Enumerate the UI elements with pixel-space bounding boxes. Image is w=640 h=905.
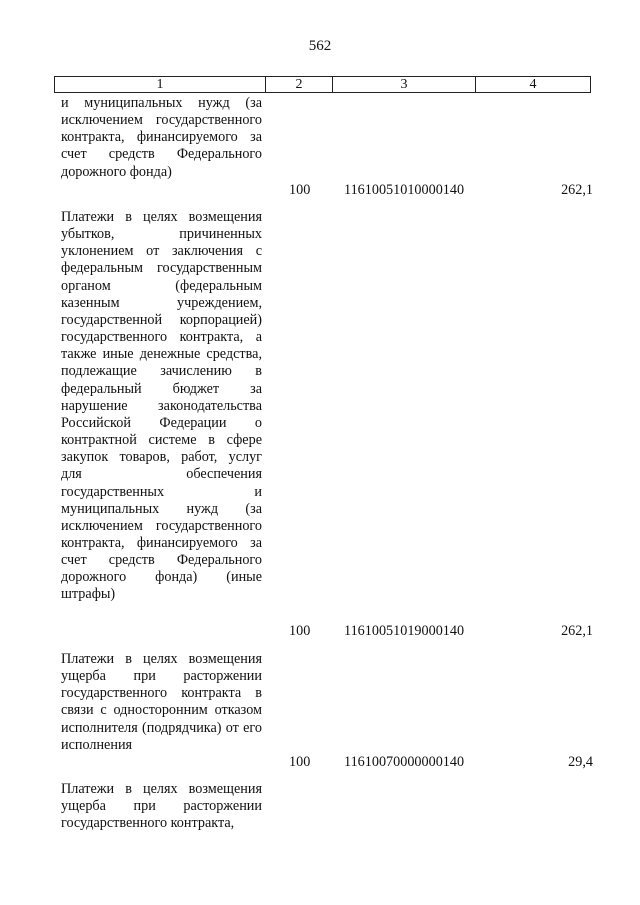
row-3-amount: 29,4	[568, 754, 593, 770]
row-1-amount: 262,1	[561, 182, 593, 198]
row-2-kbk-code: 11610051019000140	[344, 623, 465, 639]
page-number: 562	[308, 38, 332, 54]
row-3-kbk-code: 11610070000000140	[344, 754, 465, 770]
header-col-1: 1	[55, 77, 266, 92]
row-2-description: Платежи в целях возмещения убытков, причиненных уклонением от заключения с федеральным государственным органом (федеральным казенным учреждением, государственной корпорацией) государственного контракта, а также иные денежные средства, подлежащие зачислению в федеральный бюджет за нарушение законодательства Российской Федерации о контрактной системе в сфере закупок товаров, работ, услуг для обеспечения государственных и муниципальных нужд (за исключением государственного контракта, финансируемого за счет средств Федерального дорожного фонда) (иные штрафы)	[61, 209, 262, 603]
row-2-amount: 262,1	[561, 623, 593, 639]
header-col-3: 3	[333, 77, 476, 92]
row-3-admin-code: 100	[289, 754, 311, 770]
header-col-2: 2	[266, 77, 333, 92]
row-2-admin-code: 100	[289, 623, 311, 639]
row-1-kbk-code: 11610051010000140	[344, 182, 465, 198]
row-1-description: и муниципальных нужд (за исключением государственного контракта, финансируемого за счет средств Федерального дорожного фонда)	[61, 95, 262, 180]
row-4-description: Платежи в целях возмещения ущерба при расторжении государственного контракта,	[61, 781, 262, 832]
header-col-4: 4	[529, 77, 537, 92]
row-3-description: Платежи в целях возмещения ущерба при расторжении государственного контракта в связи с односторонним отказом исполнителя (подрядчика) от его исполнения	[61, 651, 262, 753]
table-header	[54, 76, 591, 93]
row-1-admin-code: 100	[289, 182, 311, 198]
